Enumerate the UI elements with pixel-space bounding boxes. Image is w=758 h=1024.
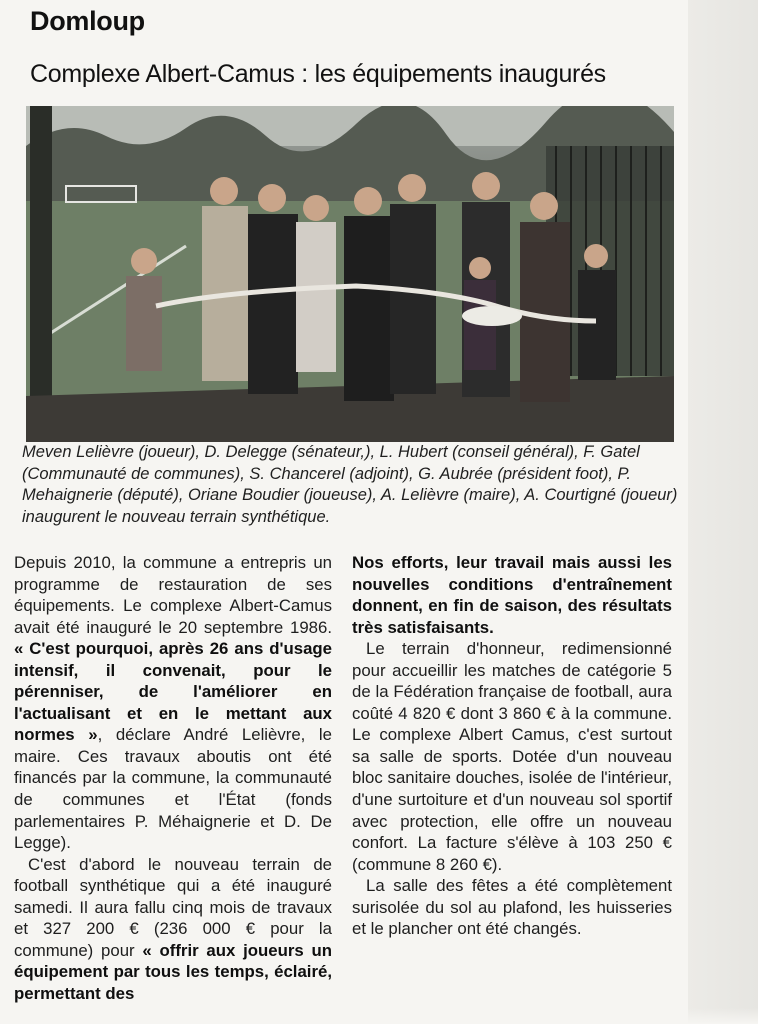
article-headline: Complexe Albert-Camus : les équipements inaugurés: [30, 60, 606, 88]
inauguration-photo: [26, 106, 674, 442]
quote-text: « offrir aux joueurs un équipement par tous les temps, éclairé, permettant des: [14, 940, 332, 1003]
article-column-right: [352, 552, 672, 940]
article-column-left: [14, 552, 332, 1004]
paragraph-text: , déclare André Lelièvre, le maire. Ces travaux aboutis ont été financés par la commune, la communauté de communes et l'État (fonds parlementaires P. Méhaignerie et D. De Legge).: [14, 725, 332, 853]
photo-illustration: [26, 106, 674, 442]
paragraph: [14, 552, 332, 854]
paragraph: [14, 854, 332, 1005]
paragraph-text: C'est d'abord le nouveau terrain de football synthétique qui a été inauguré samedi. Il aura fallu cinq mois de travaux et 327 200 € (236 000 € pour la commune) pour: [14, 854, 332, 960]
quote-continuation: Nos efforts, leur travail mais aussi les nouvelles conditions d'entraînement donnent, en fin de saison, des résultats très satisfaisants.: [352, 553, 672, 637]
photo-caption: Meven Lelièvre (joueur), D. Delegge (sénateur,), L. Hubert (conseil général), F. Gatel (Communauté de communes), S. Chancerel (adjoint), G. Aubrée (président foot), P. Mehaignerie (député), Oriane Boudier (joueuse), A. Lelièvre (maire), A. Courtigné (joueur) inaugurent le nouveau terrain synthétique.: [22, 443, 678, 526]
page-bottom-fade: [0, 1008, 758, 1024]
adjacent-column-bleed: [688, 0, 758, 1024]
paragraph: La salle des fêtes a été complètement surisolée du sol au plafond, les huisseries et le plancher ont été changés.: [352, 876, 672, 939]
paragraph-text: Depuis 2010, la commune a entrepris un programme de restauration de ses équipements. Le complexe Albert-Camus avait été inauguré le 20 septembre 1986.: [14, 553, 332, 637]
section-title: Domloup: [30, 6, 145, 36]
paragraph: Le terrain d'honneur, redimensionné pour accueillir les matches de catégorie 5 de la Fédération française de football, aura coûté 4 820 € dont 3 860 € à la commune. Le complexe Albert Camus, c'est surtout sa salle de sports. Dotée d'un nouveau bloc sanitaire douches, isolée de l'intérieur, d'une surtoiture et d'un nouveau sol sportif avec protection, elle offre un nouveau confort. La facture s'élève à 103 250 € (commune 8 260 €).: [352, 639, 672, 874]
quote-text: « C'est pourquoi, après 26 ans d'usage intensif, il convenait, pour le pérenniser, de l'améliorer en l'actualisant et en le mettant aux normes »: [14, 639, 332, 745]
